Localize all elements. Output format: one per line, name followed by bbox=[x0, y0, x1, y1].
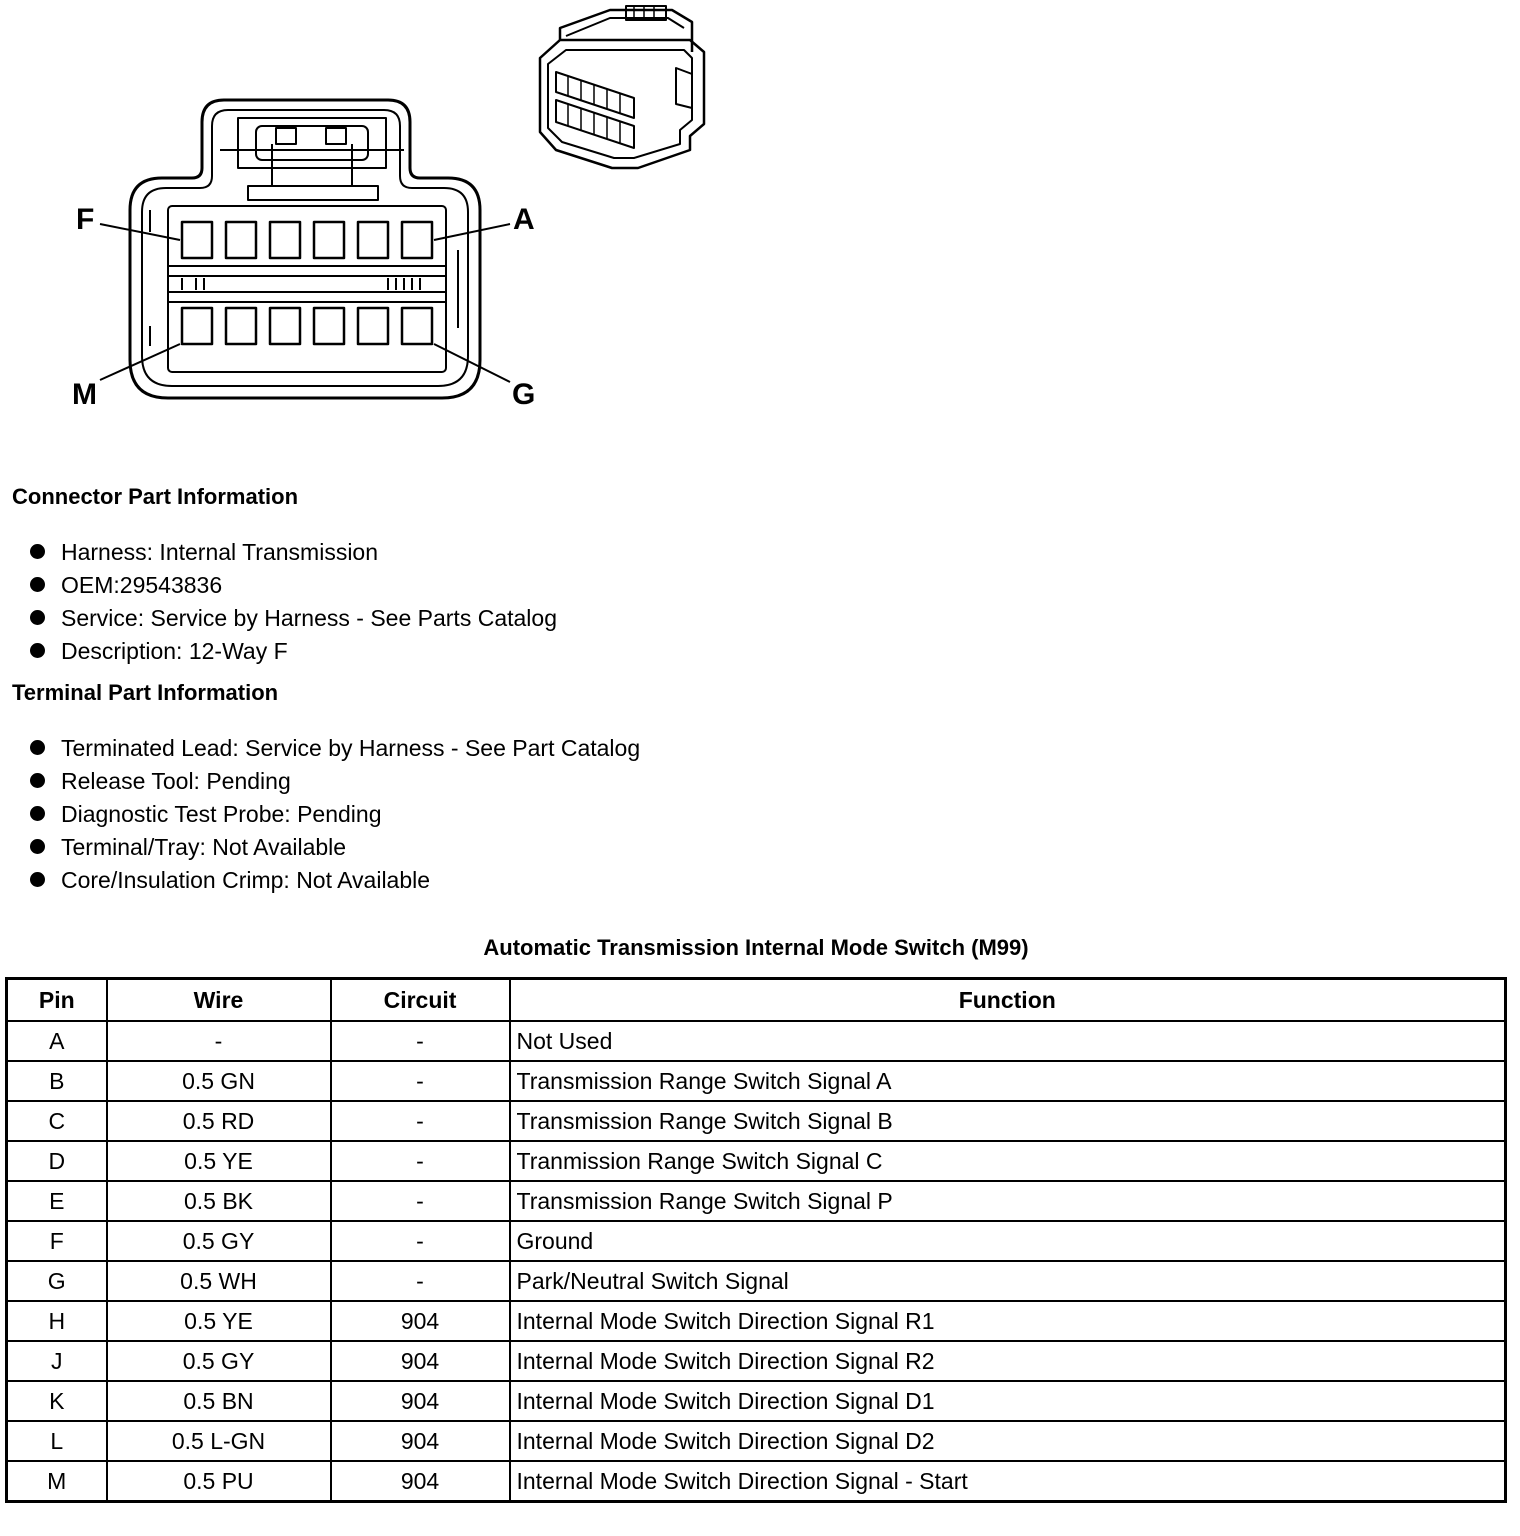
wire-cell: 0.5 WH bbox=[107, 1261, 331, 1301]
bullet-icon bbox=[30, 872, 45, 887]
circuit-cell: - bbox=[331, 1061, 510, 1101]
pin-cell: F bbox=[7, 1221, 107, 1261]
table-row bbox=[7, 1301, 1506, 1341]
list-item bbox=[30, 570, 557, 603]
function-cell: Ground bbox=[510, 1221, 1506, 1261]
table-row bbox=[7, 1461, 1506, 1502]
pin-label-m: M bbox=[72, 378, 97, 411]
wire-cell: 0.5 GN bbox=[107, 1061, 331, 1101]
bullet-icon bbox=[30, 544, 45, 559]
list-item bbox=[30, 766, 640, 799]
function-cell: Internal Mode Switch Direction Signal D1 bbox=[510, 1381, 1506, 1421]
pin-cell: L bbox=[7, 1421, 107, 1461]
column-header-pin: Pin bbox=[7, 979, 107, 1022]
circuit-cell: - bbox=[331, 1141, 510, 1181]
terminal-part-info-list bbox=[30, 733, 640, 898]
bullet-icon bbox=[30, 740, 45, 755]
list-item-text: Harness: Internal Transmission bbox=[61, 539, 379, 565]
circuit-cell: - bbox=[331, 1021, 510, 1061]
function-cell: Internal Mode Switch Direction Signal D2 bbox=[510, 1421, 1506, 1461]
wire-cell: 0.5 GY bbox=[107, 1221, 331, 1261]
connector-diagram bbox=[0, 0, 760, 440]
function-cell: Transmission Range Switch Signal B bbox=[510, 1101, 1506, 1141]
circuit-cell: - bbox=[331, 1261, 510, 1301]
pin-cell: K bbox=[7, 1381, 107, 1421]
circuit-cell: - bbox=[331, 1101, 510, 1141]
list-item-text: Diagnostic Test Probe: Pending bbox=[61, 801, 382, 827]
circuit-cell: - bbox=[331, 1221, 510, 1261]
circuit-cell: 904 bbox=[331, 1421, 510, 1461]
wire-cell: 0.5 RD bbox=[107, 1101, 331, 1141]
pin-table-title: Automatic Transmission Internal Mode Switch (M99) bbox=[483, 935, 1029, 960]
circuit-cell: - bbox=[331, 1181, 510, 1221]
pin-cell: B bbox=[7, 1061, 107, 1101]
table-row bbox=[7, 1221, 1506, 1261]
table-row bbox=[7, 1341, 1506, 1381]
wire-cell: 0.5 GY bbox=[107, 1341, 331, 1381]
pin-cell: C bbox=[7, 1101, 107, 1141]
list-item-text: Service: Service by Harness - See Parts Catalog bbox=[61, 605, 557, 631]
terminal-part-info-heading: Terminal Part Information bbox=[12, 680, 279, 705]
connector-face-view bbox=[100, 100, 510, 398]
list-item-text: Terminal/Tray: Not Available bbox=[61, 834, 347, 860]
function-cell: Transmission Range Switch Signal P bbox=[510, 1181, 1506, 1221]
table-row bbox=[7, 1181, 1506, 1221]
function-cell: Not Used bbox=[510, 1021, 1506, 1061]
bullet-icon bbox=[30, 577, 45, 592]
table-row bbox=[7, 1421, 1506, 1461]
pin-table bbox=[5, 977, 1507, 1503]
pin-table-body bbox=[7, 1021, 1506, 1502]
function-cell: Tranmission Range Switch Signal C bbox=[510, 1141, 1506, 1181]
list-item bbox=[30, 636, 557, 669]
list-item-text: OEM:29543836 bbox=[61, 572, 223, 598]
pin-cell: E bbox=[7, 1181, 107, 1221]
connector-part-info-list bbox=[30, 537, 557, 669]
pin-cell: G bbox=[7, 1261, 107, 1301]
table-row bbox=[7, 1101, 1506, 1141]
column-header-function: Function bbox=[510, 979, 1506, 1022]
column-header-wire: Wire bbox=[107, 979, 331, 1022]
list-item bbox=[30, 799, 640, 832]
list-item bbox=[30, 733, 640, 766]
bullet-icon bbox=[30, 610, 45, 625]
table-row bbox=[7, 1061, 1506, 1101]
function-cell: Internal Mode Switch Direction Signal - Start bbox=[510, 1461, 1506, 1502]
list-item-text: Release Tool: Pending bbox=[61, 768, 291, 794]
circuit-cell: 904 bbox=[331, 1461, 510, 1502]
table-row bbox=[7, 1141, 1506, 1181]
pin-cell: J bbox=[7, 1341, 107, 1381]
list-item bbox=[30, 537, 557, 570]
wire-cell: 0.5 YE bbox=[107, 1301, 331, 1341]
function-cell: Park/Neutral Switch Signal bbox=[510, 1261, 1506, 1301]
list-item bbox=[30, 603, 557, 636]
table-row bbox=[7, 1021, 1506, 1061]
list-item-text: Description: 12-Way F bbox=[61, 638, 288, 664]
circuit-cell: 904 bbox=[331, 1381, 510, 1421]
connector-part-info-heading: Connector Part Information bbox=[12, 484, 299, 509]
pin-label-g: G bbox=[512, 378, 536, 411]
wire-cell: 0.5 PU bbox=[107, 1461, 331, 1502]
pin-label-a: A bbox=[513, 203, 535, 236]
bullet-icon bbox=[30, 773, 45, 788]
bullet-icon bbox=[30, 643, 45, 658]
pin-cell: M bbox=[7, 1461, 107, 1502]
pin-cell: D bbox=[7, 1141, 107, 1181]
circuit-cell: 904 bbox=[331, 1301, 510, 1341]
list-item-text: Core/Insulation Crimp: Not Available bbox=[61, 867, 431, 893]
wire-cell: 0.5 BK bbox=[107, 1181, 331, 1221]
pin-cell: H bbox=[7, 1301, 107, 1341]
bullet-icon bbox=[30, 839, 45, 854]
pin-label-f: F bbox=[76, 203, 95, 236]
column-header-circuit: Circuit bbox=[331, 979, 510, 1022]
table-row bbox=[7, 1261, 1506, 1301]
bullet-icon bbox=[30, 806, 45, 821]
connector-isometric-view bbox=[540, 6, 704, 168]
pin-cell: A bbox=[7, 1021, 107, 1061]
wire-cell: 0.5 BN bbox=[107, 1381, 331, 1421]
table-header-row bbox=[7, 979, 1506, 1022]
list-item-text: Terminated Lead: Service by Harness - See Part Catalog bbox=[61, 735, 641, 761]
circuit-cell: 904 bbox=[331, 1341, 510, 1381]
wire-cell: 0.5 L-GN bbox=[107, 1421, 331, 1461]
wire-cell: - bbox=[107, 1021, 331, 1061]
function-cell: Transmission Range Switch Signal A bbox=[510, 1061, 1506, 1101]
list-item bbox=[30, 832, 640, 865]
function-cell: Internal Mode Switch Direction Signal R1 bbox=[510, 1301, 1506, 1341]
function-cell: Internal Mode Switch Direction Signal R2 bbox=[510, 1341, 1506, 1381]
list-item bbox=[30, 865, 640, 898]
table-row bbox=[7, 1381, 1506, 1421]
wire-cell: 0.5 YE bbox=[107, 1141, 331, 1181]
